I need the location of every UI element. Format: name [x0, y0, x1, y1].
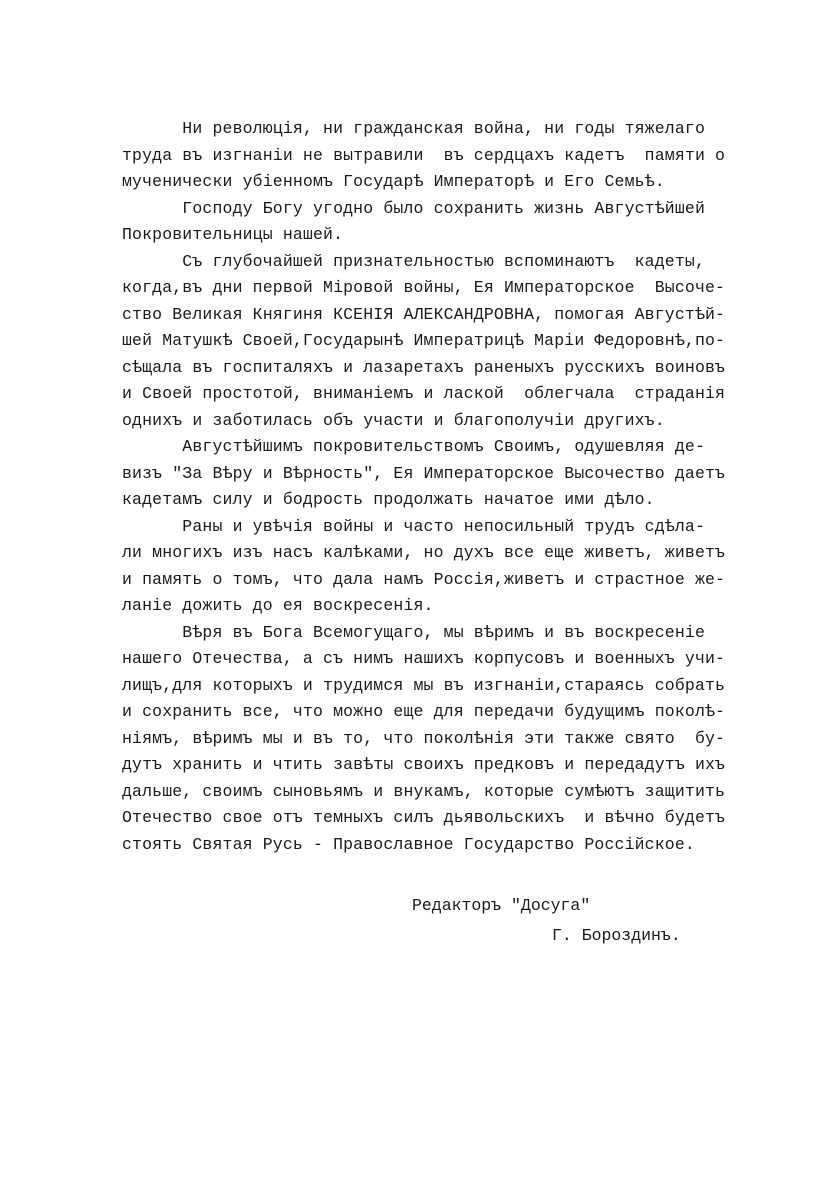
paragraph-6 [122, 620, 762, 859]
text-line: Господу Богу угодно было сохранить жизнь Августѣйшей [122, 198, 705, 218]
paragraph-3 [122, 249, 762, 435]
text-line: однихъ и заботилась объ участи и благополучіи другихъ. [122, 410, 665, 430]
text-line: визъ "За Вѣру и Вѣрность", Ея Императорское Высочество даетъ [122, 463, 726, 483]
text-line: мученически убіенномъ Государѣ Императорѣ и Его Семьѣ. [122, 172, 665, 191]
signature-name: Г. Бороздинъ. [552, 926, 681, 945]
text-line: нашего Отечества, а съ нимъ нашихъ корпусовъ и военныхъ учи- [122, 649, 726, 668]
text-line: кадетамъ силу и бодрость продолжать начатое ими дѣло. [122, 490, 655, 509]
text-line: и Своей простотой, вниманіемъ и лаской облегчала страданія [122, 384, 726, 403]
signature-editor-title: Редакторъ "Досуга" [412, 896, 591, 915]
text-line: Отечество свое отъ темныхъ силъ дьявольскихъ и вѣчно будетъ [122, 808, 726, 827]
text-line: Вѣря въ Бога Всемогущаго, мы вѣримъ и въ воскресеніе [122, 622, 705, 642]
text-line: лищъ,для которыхъ и трудимся мы въ изгнаніи,стараясь собрать [122, 675, 726, 695]
paragraph-2 [122, 196, 762, 249]
paragraph-4 [122, 434, 762, 514]
text-line: Августѣйшимъ покровительствомъ Своимъ, одушевляя де- [122, 437, 705, 456]
text-line: труда въ изгнаніи не вытравили въ сердцахъ кадетъ памяти о [122, 145, 726, 165]
text-line: сѣщала въ госпиталяхъ и лазаретахъ раненыхъ русскихъ воиновъ [122, 357, 726, 377]
text-line: шей Матушкѣ Своей,Государынѣ Императрицѣ Маріи Федоровнѣ,по- [122, 331, 726, 350]
text-line: ство Великая Княгиня КСЕНІЯ АЛЕКСАНДРОВНА, помогая Августѣй- [122, 304, 726, 324]
text-line: дутъ хранить и чтить завѣты своихъ предковъ и передадутъ ихъ [122, 755, 726, 774]
letter-body [122, 116, 762, 858]
text-line: ли многихъ изъ насъ калѣками, но духъ все еще живетъ, живетъ [122, 543, 726, 562]
text-line: Съ глубочайшей признательностью вспоминаютъ кадеты, [122, 251, 705, 271]
text-line: ланіе дожить до ея воскресенія. [122, 596, 434, 615]
text-line: стоять Святая Русь - Православное Государство Россійское. [122, 834, 695, 854]
text-line: ніямъ, вѣримъ мы и въ то, что поколѣнія эти также свято бу- [122, 728, 726, 748]
text-line: когда,въ дни первой Міровой войны, Ея Императорское Высоче- [122, 278, 726, 297]
text-line: Покровительницы нашей. [122, 225, 344, 244]
text-line: и память о томъ, что дала намъ Россія,живетъ и страстное же- [122, 569, 726, 589]
text-line: дальше, своимъ сыновьямъ и внукамъ, которые сумѣютъ защитить [122, 781, 726, 801]
text-line: Ни революція, ни гражданская война, ни годы тяжелаго [122, 119, 705, 138]
paragraph-5 [122, 514, 762, 620]
text-line: и сохранить все, что можно еще для передачи будущимъ поколѣ- [122, 702, 726, 721]
text-line: Раны и увѣчія войны и часто непосильный трудъ сдѣла- [122, 516, 705, 536]
paragraph-1 [122, 116, 762, 196]
